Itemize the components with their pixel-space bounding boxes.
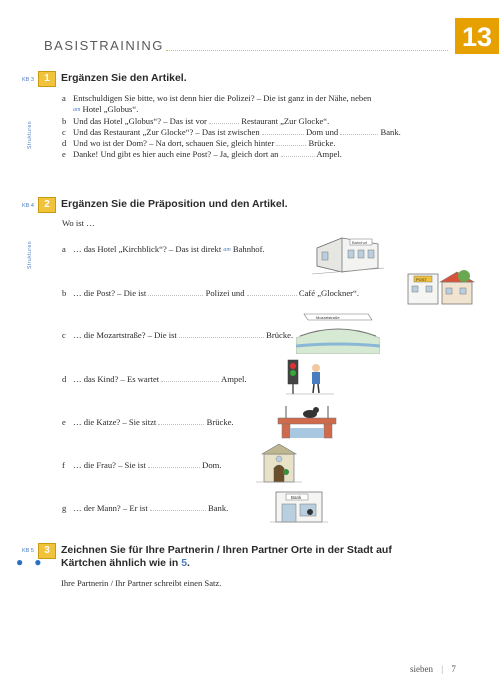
answer-blank[interactable]: [281, 149, 315, 157]
answer-blank[interactable]: [262, 127, 304, 135]
answer-blank[interactable]: [276, 138, 306, 146]
exercise-1-body: [62, 93, 401, 160]
list-item: c Und das Restaurant „Zur Glocke“? – Das ist zwischen Dom und Bank.: [62, 127, 401, 137]
example-answer: am: [73, 107, 81, 113]
list-item: e Danke! Und gibt es hier auch eine Post? – Ja, gleich dort an Ampel.: [62, 149, 342, 159]
list-item: e … die Katze? – Sie sitzt Brücke.: [62, 417, 234, 427]
kb-reference: KB 4: [22, 203, 34, 209]
street-sign: Mozartstraße: [316, 315, 340, 320]
list-item: f … die Frau? – Sie ist Dom.: [62, 460, 222, 470]
answer-blank[interactable]: [209, 116, 239, 124]
exercise-instruction: Ihre Partnerin / Ihr Partner schreibt einen Satz.: [61, 578, 222, 588]
bank-illustration: [270, 486, 328, 524]
bahnhof-sign: Bahnhof: [352, 240, 367, 245]
page-number: 7: [451, 664, 456, 674]
partner-activity-icon: ● ●: [16, 555, 46, 569]
kb-reference: KB 5: [22, 548, 34, 554]
answer-blank[interactable]: [340, 127, 378, 135]
exercise-intro: Wo ist …: [62, 218, 95, 228]
example-answer: am: [223, 247, 231, 253]
answer-blank[interactable]: [148, 288, 203, 296]
exercise-number: 2: [38, 197, 56, 213]
page-word: sieben: [410, 664, 433, 674]
list-item: am Hotel „Globus“.: [73, 104, 139, 114]
exercise-number: 3: [38, 543, 56, 559]
chapter-number: 13: [455, 18, 499, 54]
answer-blank[interactable]: [158, 417, 204, 425]
list-item: d Und wo ist der Dom? – Na dort, schauen Sie, gleich hinter Brücke.: [62, 138, 336, 148]
exercise-title-cont: Kärtchen ähnlich wie in 5.: [61, 557, 190, 569]
exercise-title: Ergänzen Sie den Artikel.: [61, 72, 187, 84]
side-label: Strukturen: [27, 120, 33, 149]
train-station-illustration: [312, 228, 384, 276]
answer-blank[interactable]: [247, 288, 297, 296]
list-item: d … das Kind? – Es wartet Ampel.: [62, 374, 247, 384]
cathedral-illustration: [256, 444, 302, 484]
side-label: Strukturen: [27, 240, 33, 269]
exercise-number: 1: [38, 71, 56, 87]
exercise-reference: 5: [181, 557, 188, 569]
cat-on-bridge-illustration: [276, 402, 338, 440]
list-item: g … der Mann? – Er ist Bank.: [62, 503, 229, 513]
header-divider: [166, 50, 448, 51]
kb-reference: KB 3: [22, 77, 34, 83]
exercise-title: Zeichnen Sie für Ihre Partnerin / Ihren Partner Orte in der Stadt auf: [61, 544, 392, 556]
bridge-street-sign-illustration: [296, 312, 380, 354]
list-item: b Und das Hotel „Globus“? – Das ist vor Restaurant „Zur Glocke“.: [62, 116, 330, 126]
post-sign: POST: [416, 277, 427, 282]
exercise-title: Ergänzen Sie die Präposition und den Artikel.: [61, 198, 288, 210]
answer-blank[interactable]: [179, 330, 264, 338]
answer-blank[interactable]: [148, 460, 200, 468]
answer-blank[interactable]: [150, 503, 206, 511]
section-title: BASISTRAINING: [44, 38, 164, 53]
list-item: a Entschuldigen Sie bitte, wo ist denn hier die Polizei? – Die ist ganz in der Nähe, neben: [62, 93, 372, 103]
answer-blank[interactable]: [161, 374, 219, 382]
traffic-light-illustration: [286, 356, 334, 396]
list-item: c … die Mozartstraße? – Die ist Brücke.: [62, 330, 294, 340]
page-footer: sieben | 7: [410, 664, 456, 674]
bank-sign: Bank: [291, 495, 302, 500]
list-item: b … die Post? – Die ist Polizei und Café „Glockner“.: [62, 288, 359, 298]
post-office-illustration: [406, 268, 476, 308]
list-item: a … das Hotel „Kirchblick“? – Das ist direkt am Bahnhof.: [62, 244, 265, 254]
